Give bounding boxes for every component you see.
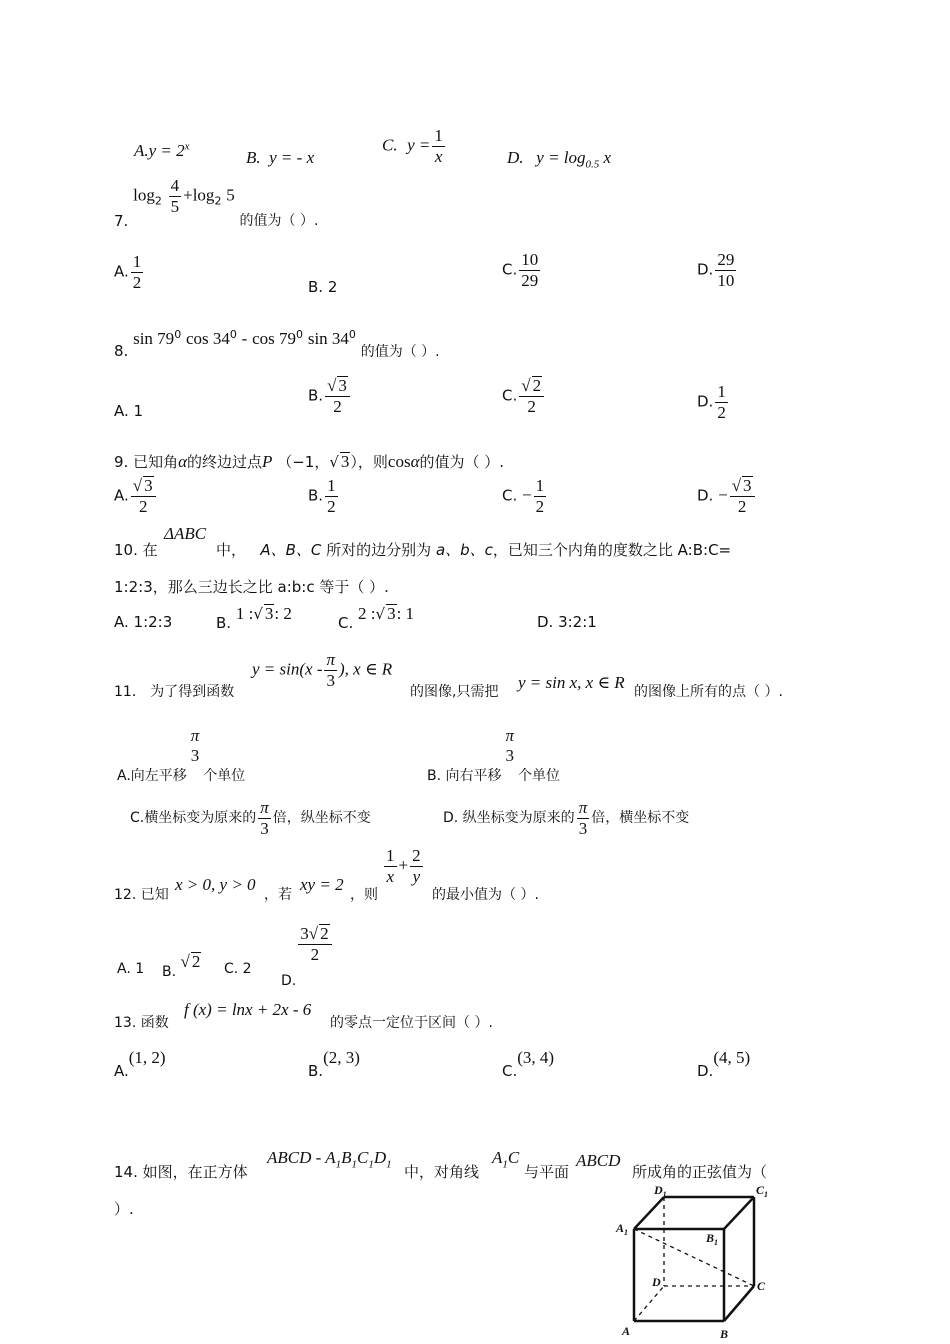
q11-option-b: B. 向右平移 π 3 个单位 xyxy=(427,726,561,784)
q14-stem-text2: 中，对角线 xyxy=(404,1163,480,1181)
q11-stem-text3: 的图像上所有的点（ ）. xyxy=(634,684,783,700)
q13-stem-tail: 的零点一定位于区间（ ）. xyxy=(330,1015,493,1031)
q14-stem-line2: ）. xyxy=(114,1200,134,1218)
q9-option-c: C. − $\frac{1}{2}$ xyxy=(502,476,545,516)
q11-stem-text1: 11． 为了得到函数 xyxy=(114,684,235,700)
q13-option-c: C.(3, 4) xyxy=(502,1048,555,1080)
q7-option-d: D. $\frac{29}{10}$ xyxy=(697,250,735,290)
q14-diagonal: $A_1C$ xyxy=(492,1148,520,1171)
q8-option-c: C. $\frac{√ 2}{2}$ xyxy=(502,376,546,416)
q11-option-a: A.向左平移 π 3 个单位 xyxy=(117,726,246,784)
q7-option-b: B. 2 xyxy=(308,278,338,296)
q11-option-c: C.横坐标变为原来的 $\frac{\pi}{3}$ 倍，纵坐标不变 xyxy=(130,798,371,838)
q14-stem-text1: 14. 如图，在正方体 xyxy=(114,1163,248,1181)
q7-option-a: A. $\frac{1}{2}$ xyxy=(114,252,142,292)
q12-stem-text2: ，若 xyxy=(264,887,292,903)
label-D1: $D_1$ xyxy=(654,1183,667,1199)
label-B1: $B_1$ xyxy=(706,1231,719,1247)
q13-option-b: B.(2, 3) xyxy=(308,1048,360,1080)
q13-function: f (x) = lnx + 2x - 6 xyxy=(184,1000,312,1019)
q10-option-a: A. 1:2:3 xyxy=(114,613,173,631)
q14-plane: ABCD xyxy=(576,1151,621,1170)
q6-option-c: C. y = $\frac{1}{x}$ xyxy=(382,126,443,166)
label-B: B xyxy=(720,1327,729,1341)
q10-triangle: ΔABC xyxy=(164,524,207,543)
q9-option-b: B. $\frac{1}{2}$ xyxy=(308,476,336,516)
q13-option-a: A.(1, 2) xyxy=(114,1048,166,1080)
label-A: A xyxy=(622,1324,631,1338)
q10-option-b: B. 1 :√ 3: 2 xyxy=(216,604,292,632)
q9-option-d: D. − $\frac{√ 3}{2}$ xyxy=(697,476,757,516)
q12-condition2: xy = 2 xyxy=(300,875,344,894)
q12-option-c: C. 2 xyxy=(224,961,252,977)
q14-stem-text3: 与平面 xyxy=(524,1163,570,1181)
q10-stem-line2: 1:2:3，那么三边长之比 a:b:c 等于（ ）. xyxy=(114,578,389,596)
q7-stem: 7. $\log_2$ $\frac{4}{5}$ $+\log_2$ 5 的值为（ ）. xyxy=(114,176,319,230)
q6-option-b: B. y = - x xyxy=(246,148,315,167)
q13-option-d: D.(4, 5) xyxy=(697,1048,751,1080)
q6-option-a: $A.y = 2^x$ xyxy=(134,140,190,160)
q12-option-d: D. $\frac{3√ 2}{2}$ xyxy=(281,924,334,964)
label-D: D xyxy=(652,1275,661,1289)
q11-option-d: D. 纵坐标变为原来的 $\frac{\pi}{3}$ 倍，横坐标不变 xyxy=(443,798,690,838)
q8-option-d: D. $\frac{1}{2}$ xyxy=(697,382,726,422)
label-A1: $A_1$ xyxy=(616,1221,629,1237)
q14-solid: ABCD - $A_1B_1C_1D_1$ xyxy=(267,1148,392,1171)
q10-stem-line1: 10. 在 xyxy=(114,541,158,559)
q12-expression: $\frac{1}{x}$ + $\frac{2}{y}$ xyxy=(386,846,421,886)
q12-option-a: A. 1 xyxy=(117,961,145,977)
q10-option-d: D. 3:2:1 xyxy=(537,613,597,631)
q10-option-c: C. 2 :√ 3: 1 xyxy=(338,604,415,632)
q12-option-b: B. √ 2 xyxy=(162,952,201,980)
label-C: C xyxy=(757,1279,766,1293)
q9-stem: 9. 已知角α的终边过点P （−1，√ 3），则cosα的值为（ ）. xyxy=(114,452,505,471)
q12-condition: x > 0, y > 0 xyxy=(175,875,256,894)
q6-options xyxy=(134,140,190,161)
q11-func1: y = sin(x - $\frac{\pi}{3}$ ), x ∈ R xyxy=(252,650,393,690)
q14-stem-text4: 所成角的正弦值为（ xyxy=(632,1163,768,1181)
q12-stem-text3: ，则 xyxy=(350,887,378,903)
q9-option-a: A. $\frac{√ 3}{2}$ xyxy=(114,476,158,516)
cube-diagram xyxy=(612,1180,788,1342)
q6-option-d: D. $y = \log_{0.5} x$ xyxy=(507,148,612,171)
q12-stem-text1: 12. 已知 xyxy=(114,887,169,903)
q8-stem: 8. $\sin 79^0$ $\cos 34^0$ - $\cos 79^0$ $\sin 34^0$ 的值为（ ）. xyxy=(114,328,440,360)
q8-option-a: A. 1 xyxy=(114,402,144,420)
q11-func2: y = sin x, x ∈ R xyxy=(518,673,625,692)
q13-stem: 13. 函数 xyxy=(114,1015,169,1031)
q11-stem-text2: 的图像,只需把 xyxy=(410,684,499,700)
q10-stem-line1b: 中， A、B、C 所对的边分别为 a、b、c，已知三个内角的度数之比 A:B:C= xyxy=(216,541,732,559)
label-C1: $C_1$ xyxy=(756,1183,769,1199)
q8-option-b: B. $\frac{√ 3}{2}$ xyxy=(308,376,352,416)
q12-stem-text4: 的最小值为（ ）. xyxy=(432,887,539,903)
q7-option-c: C. $\frac{10}{29}$ xyxy=(502,250,539,290)
